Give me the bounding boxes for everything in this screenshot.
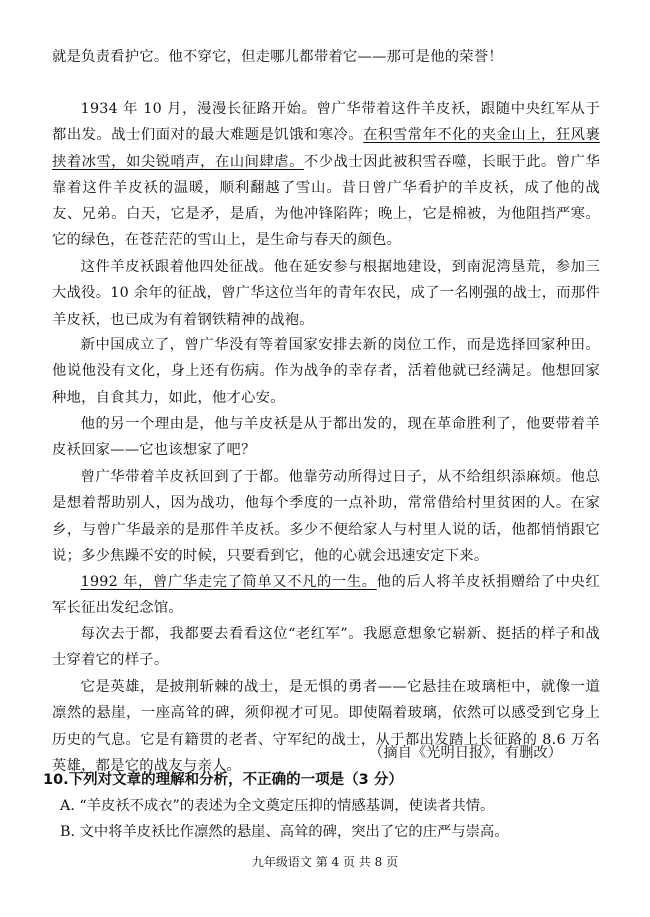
- underlined-sentence-jiajin: 在积雪常年不化的夹金山上，狂风裹挟着冰雪，如尖锐哨声，在山间肆虐。: [52, 127, 601, 170]
- paragraph-4: [52, 332, 600, 411]
- question-10-stem: [43, 767, 403, 793]
- option-b-text: 文中将羊皮袄比作凛然的悬崖、高耸的碑，突出了它的庄严与崇高。: [79, 824, 509, 840]
- paragraph-7-text: 他的后人将羊皮袄捐赠给了中央红军长征出发纪念馆。: [52, 574, 601, 617]
- source-note: （摘自《光明日报》，有删改）: [368, 745, 562, 761]
- question-text: 下列对文章的理解和分析，不正确的一项是（3 分）: [68, 772, 403, 788]
- paragraph-6: [52, 464, 600, 569]
- paragraph-2-text-b: 不少战士因此被积雪吞噬，长眠于此。曾广华靠着这件羊皮袄的温暖，顺利翻越了雪山。昔日曾广华看护的羊皮袄，成了他的战友、兄弟。白天，它是矛，是盾，为他冲锋陷阵；晚上，它是棉被，为他阻挡严寒。它的绿色，在苍茫茫的雪山上，是生命与春天的颜色。: [52, 153, 601, 249]
- paragraph-3: [52, 254, 600, 333]
- option-a: [60, 793, 605, 819]
- paragraph-2-text-a: 1934 年 10 月，漫漫长征路开始。曾广华带着这件羊皮袄，跟随中央红军从于都出发。战士们面对的最大难题是饥饿和寒冷。: [52, 101, 600, 144]
- page-footer: 九年级语文 第 4 页 共 8 页: [251, 855, 399, 869]
- paragraph-1: [52, 44, 600, 70]
- question-number: 10.: [43, 772, 69, 788]
- paragraph-8-text: 每次去于都，我都要去看看这位“老红军”。我愿意想象它崭新、挺括的样子和战士穿着它的样子。: [52, 626, 600, 669]
- paragraph-8: [52, 621, 600, 674]
- paragraph-2: [52, 96, 600, 254]
- option-b: [60, 819, 605, 845]
- paragraph-3-text: 这件羊皮袄跟着他四处征战。他在延安参与根据地建设，到南泥湾垦荒，参加三大战役。10 余年的征战，曾广华这位当年的青年农民，成了一名刚强的战士，而那件羊皮袄，也已成为有着钢铁精神的战袍。: [52, 259, 600, 328]
- option-a-label: A.: [60, 798, 75, 814]
- paragraph-1-text: 就是负责看护它。他不穿它，但走哪儿都带着它——那可是他的荣誉！: [52, 49, 503, 65]
- option-b-label: B.: [60, 824, 76, 840]
- paragraph-5-text: 他的另一个理由是，他与羊皮袄是从于都出发的，现在革命胜利了，他要带着羊皮袄回家——它也该想家了吧？: [52, 416, 600, 459]
- paragraph-5: [52, 411, 600, 464]
- paragraph-9-text: 它是英雄，是披荆斩棘的战士，是无惧的勇者——它悬挂在玻璃柜中，就像一道凛然的悬崖，一座高耸的碑，须仰视才可见。即使隔着玻璃，依然可以感受到它身上历史的气息。它是有籍贯的老者、守军纪的战士，从于都出发踏上长征路的 8.6 万名英雄，都是它的战友与亲人。: [52, 679, 600, 774]
- paragraph-6-text: 曾广华带着羊皮袄回到了于都。他靠劳动所得过日子，从不给组织添麻烦。他总是想着帮助别人，因为战功，他每个季度的一点补助，常常借给村里贫困的人。在家乡，与曾广华最亲的是那件羊皮袄。多少不便给家人与村里人说的话，他都悄悄跟它说；多少焦躁不安的时候，只要看到它，他的心就会迅速安定下来。: [52, 469, 600, 564]
- paragraph-4-text: 新中国成立了，曾广华没有等着国家安排去新的岗位工作，而是选择回家种田。他说他没有文化，身上还有伤病。作为战争的幸存者，活着他就已经满足。他想回家种地，自食其力，如此，他才心安。: [52, 337, 600, 406]
- underlined-sentence-1992: 1992 年，曾广华走完了简单又不凡的一生。: [80, 574, 377, 590]
- option-a-text: “羊皮袄不成衣”的表述为全文奠定压抑的情感基调，使读者共情。: [79, 798, 495, 814]
- paragraph-7: [52, 569, 600, 622]
